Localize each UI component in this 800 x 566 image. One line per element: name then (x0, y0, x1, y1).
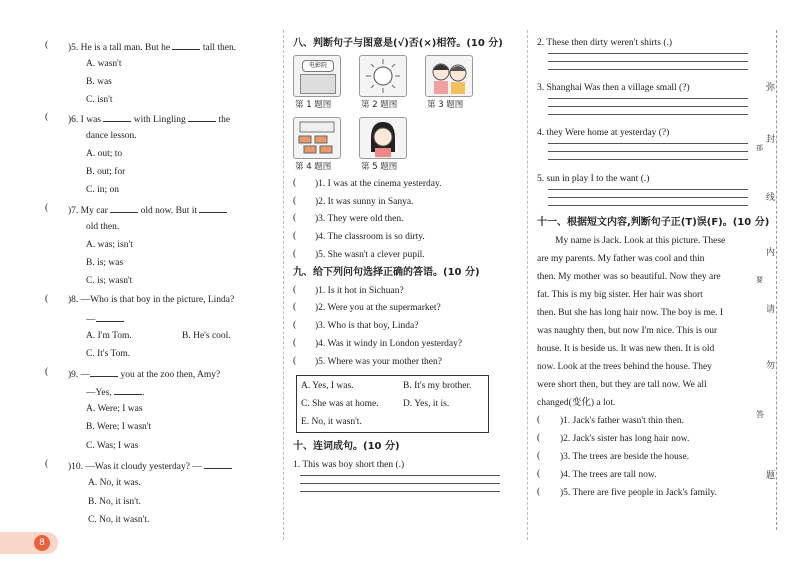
writing-line[interactable] (548, 53, 748, 54)
sec10-q2: 2. These then dirty weren't shirts (.) (537, 38, 673, 48)
picture-caption-1: 第 1 题图 (295, 100, 332, 110)
sec8-item: )2. It was sunny in Sanya. (315, 197, 414, 207)
writing-line[interactable] (548, 98, 748, 99)
sec10-q5: 5. sun in play I to the want (.) (537, 174, 650, 184)
passage-line: are my parents. My father was cool and thin (537, 254, 705, 264)
passage-line: My name is Jack. Look at this picture. These (555, 236, 726, 246)
answer-paren[interactable]: ( (293, 196, 297, 206)
answer-paren[interactable]: ( (537, 433, 541, 443)
sec9-item: )1. Is it hot in Sichuan? (315, 286, 404, 296)
sec11-item: )1. Jack's father wasn't thin then. (560, 416, 684, 426)
q5-option-b: B. was (86, 77, 112, 87)
sec8-item: )1. I was at the cinema yesterday. (315, 179, 442, 189)
sec10-q3: 3. Shanghai Was then a village small (?) (537, 83, 690, 93)
answer-paren[interactable]: ( (293, 302, 297, 312)
seal-char: 封 (766, 132, 775, 145)
writing-line[interactable] (548, 61, 748, 62)
sun-icon (360, 56, 406, 96)
passage-line: then. But she has long hair now. The boy is me. I (537, 308, 724, 318)
section-10-title: 十、连词成句。(10 分) (293, 441, 400, 452)
seal-dashed-line (776, 30, 777, 530)
q9-option-b: B. Were; I wasn't (86, 422, 152, 432)
picture-cinema (293, 55, 341, 97)
answer-paren[interactable]: ( (45, 294, 49, 304)
answer-paren[interactable]: ( (537, 487, 541, 497)
q9-reply: —Yes, . (86, 385, 144, 399)
passage-line: fat. This is my big sister. Her hair was short (537, 290, 703, 300)
q7-stem: )7. My car old now. But it (68, 203, 227, 217)
q9-stem: )9. — you at the zoo then, Amy? (68, 367, 220, 381)
writing-line[interactable] (300, 483, 500, 484)
passage-line: then. My mother was so beautiful. Now they are (537, 272, 721, 282)
option-a: A. Yes, I was. (301, 381, 354, 391)
writing-line[interactable] (548, 189, 748, 190)
picture-caption-2: 第 2 题图 (361, 100, 398, 110)
option-e: E. No, it wasn't. (301, 417, 362, 427)
sec9-item: )5. Where was your mother then? (315, 357, 442, 367)
answer-paren[interactable]: ( (537, 415, 541, 425)
writing-line[interactable] (548, 106, 748, 107)
answer-paren[interactable]: ( (293, 249, 297, 259)
answer-paren[interactable]: ( (45, 459, 49, 469)
q9-option-a: A. Were; I was (86, 404, 143, 414)
q6-stem-line2: dance lesson. (86, 131, 137, 141)
option-c: C. She was at home. (301, 399, 379, 409)
seal-char: 请 (766, 302, 775, 315)
seal-char: 弥 (766, 80, 775, 93)
seal-char: 要 (756, 276, 763, 284)
writing-line[interactable] (548, 197, 748, 198)
writing-line[interactable] (548, 114, 748, 115)
answer-paren[interactable]: ( (293, 285, 297, 295)
picture-caption-4: 第 4 题图 (295, 162, 332, 172)
section-11-title: 十一、根据短文内容,判断句子正(T)误(F)。(10 分) (537, 217, 770, 228)
answer-paren[interactable]: ( (45, 203, 49, 213)
answer-paren[interactable]: ( (293, 213, 297, 223)
passage-line: was naughty then, but now I'm nice. This is our (537, 326, 718, 336)
answer-paren[interactable]: ( (537, 451, 541, 461)
sec10-q1: 1. This was boy short then (.) (293, 460, 405, 470)
q10-option-a: A. No, it was. (88, 478, 141, 488)
q7-option-b: B. is; was (86, 258, 124, 268)
answer-paren[interactable]: ( (45, 40, 49, 50)
q7-option-a: A. was; isn't (86, 240, 133, 250)
picture-two-kids (425, 55, 473, 97)
seal-char: 线 (766, 190, 775, 203)
writing-line[interactable] (548, 159, 748, 160)
option-b: B. It's my brother. (403, 381, 472, 391)
q8-option-a: A. I'm Tom. (86, 331, 132, 341)
answer-paren[interactable]: ( (293, 231, 297, 241)
picture-caption-3: 第 3 题图 (427, 100, 464, 110)
sec11-item: )5. There are five people in Jack's family. (560, 488, 717, 498)
answer-options-box (296, 375, 489, 433)
answer-paren[interactable]: ( (293, 338, 297, 348)
writing-line[interactable] (300, 491, 500, 492)
writing-line[interactable] (548, 143, 748, 144)
writing-line[interactable] (548, 205, 748, 206)
sec9-item: )2. Were you at the supermarket? (315, 303, 441, 313)
answer-paren[interactable]: ( (293, 320, 297, 330)
q10-stem: )10. —Was it cloudy yesterday? — (68, 459, 232, 473)
q8-reply: — (86, 312, 124, 326)
seal-line-margin (758, 0, 800, 566)
picture-classroom (293, 117, 341, 159)
q6-option-a: A. out; to (86, 149, 123, 159)
cinema-sign: 电影院 (302, 60, 334, 72)
left-column (0, 0, 283, 566)
passage-line: were short then, but they are tall now. We all (537, 380, 707, 390)
passage-line: now. Look at the trees behind the house. They (537, 362, 712, 372)
sec11-item: )2. Jack's sister has long hair now. (560, 434, 690, 444)
q8-stem: )8. —Who is that boy in the picture, Linda? (68, 295, 235, 305)
q9-option-c: C. Was; I was (86, 441, 139, 451)
writing-line[interactable] (548, 151, 748, 152)
seal-char: 题 (766, 468, 775, 481)
answer-paren[interactable]: ( (45, 112, 49, 122)
q5-stem: )5. He is a tall man. But he tall then. (68, 40, 236, 54)
section-9-title: 九、给下列问句选择正确的答语。(10 分) (293, 267, 480, 278)
q7-option-c: C. is; wasn't (86, 276, 133, 286)
classroom-icon (294, 118, 340, 158)
q5-option-c: C. isn't (86, 95, 113, 105)
q6-option-b: B. out; for (86, 167, 126, 177)
writing-line[interactable] (300, 475, 500, 476)
passage-line: changed(变化) a lot. (537, 398, 616, 408)
q8-option-c: C. It's Tom. (86, 349, 131, 359)
answer-paren[interactable]: ( (293, 178, 297, 188)
q6-stem: )6. I was with Lingling the (68, 112, 230, 126)
picture-caption-5: 第 5 题图 (361, 162, 398, 172)
option-d: D. Yes, it is. (403, 399, 450, 409)
sec8-item: )3. They were old then. (315, 214, 404, 224)
sec11-item: )3. The trees are beside the house. (560, 452, 690, 462)
answer-paren[interactable]: ( (293, 356, 297, 366)
column-divider (527, 30, 528, 540)
seal-char: 内 (766, 245, 775, 258)
sec10-q4: 4. they Were home at yesterday (?) (537, 128, 670, 138)
page-number: 8 (34, 535, 50, 551)
sec8-item: )4. The classroom is so dirty. (315, 232, 425, 242)
q5-option-a: A. wasn't (86, 59, 122, 69)
q10-option-c: C. No, it wasn't. (88, 515, 150, 525)
answer-paren[interactable]: ( (537, 469, 541, 479)
seal-char: 答 (756, 410, 764, 419)
writing-line[interactable] (548, 69, 748, 70)
children-icon (426, 56, 472, 96)
picture-girl (359, 117, 407, 159)
q7-stem-line2: old then. (86, 222, 120, 232)
sec8-item: )5. She wasn't a clever pupil. (315, 250, 425, 260)
passage-line: house. It is beside us. It was new then. It is old (537, 344, 715, 354)
seal-char: 勿 (766, 358, 775, 371)
middle-column (283, 0, 528, 566)
q8-option-b: B. He's cool. (182, 331, 231, 341)
picture-sun (359, 55, 407, 97)
sec11-item: )4. The trees are tall now. (560, 470, 657, 480)
answer-paren[interactable]: ( (45, 367, 49, 377)
sec9-item: )3. Who is that boy, Linda? (315, 321, 419, 331)
q6-option-c: C. in; on (86, 185, 119, 195)
section-8-title: 八、判断句子与图意是(√)否(×)相符。(10 分) (293, 38, 503, 49)
girl-icon (360, 118, 406, 158)
q10-option-b: B. No, it isn't. (88, 497, 141, 507)
seal-char: 部 (756, 144, 763, 152)
sec9-item: )4. Was it windy in London yesterday? (315, 339, 463, 349)
